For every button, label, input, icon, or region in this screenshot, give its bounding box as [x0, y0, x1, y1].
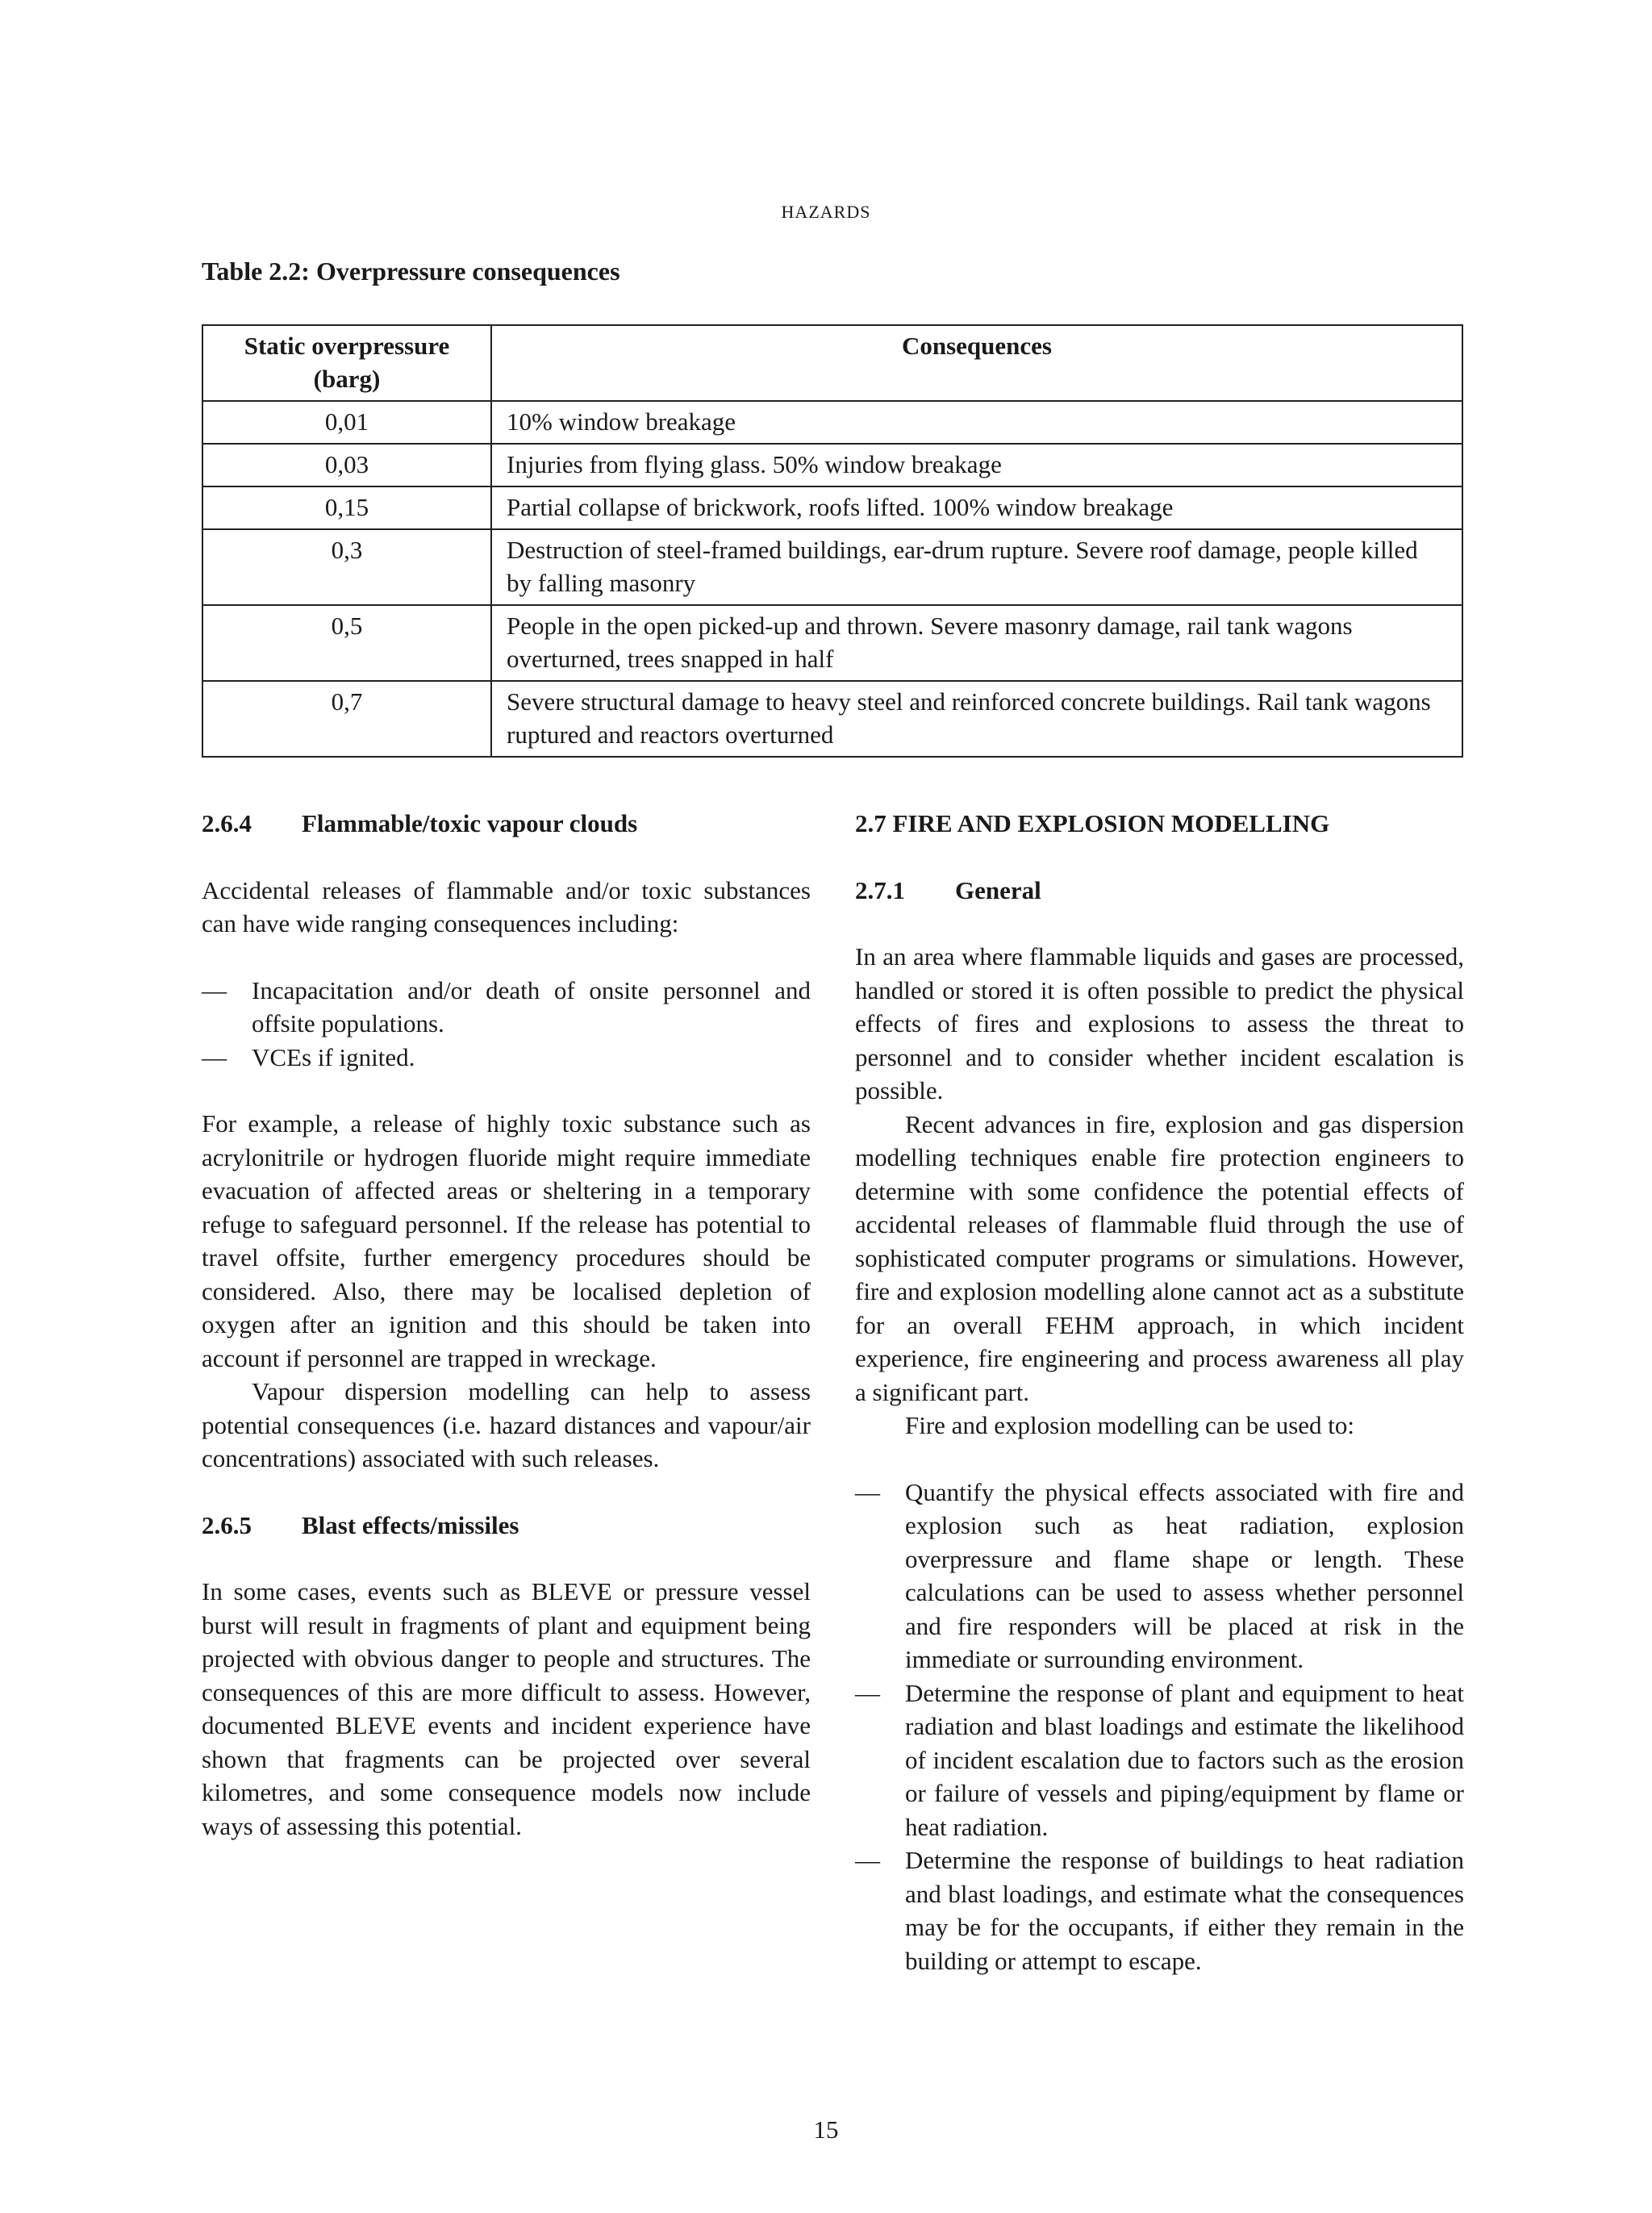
table-row [202, 605, 1462, 681]
bullet-list [202, 974, 811, 1075]
left-column [202, 807, 811, 1843]
dash-marker: — [855, 1846, 880, 1874]
paragraph: In some cases, events such as BLEVE or pressure vessel burst will result in fragments of plant and equipment being projected with obvious danger to people and structures. The consequences of this are more difficult to assess. However, documented BLEVE events and incident experience have shown that fragments can be projected over several kilometres, and some consequence models now include ways of assessing this potential. [202, 1577, 811, 1840]
dash-marker: — [855, 1678, 880, 1707]
dash-marker: — [855, 1477, 880, 1506]
section-title: Flammable/toxic vapour clouds [302, 809, 638, 837]
consequence-text: 10% window breakage [491, 401, 1462, 444]
table-row [202, 681, 1462, 757]
section-heading-2-7: 2.7 FIRE AND EXPLOSION MODELLING [855, 809, 1330, 837]
overpressure-value: 0,5 [202, 605, 491, 681]
table-row [202, 401, 1462, 444]
table-row [202, 444, 1462, 486]
table-header-row [202, 325, 1462, 401]
paragraph: Recent advances in fire, explosion and gas dispersion modelling techniques enable fire protection engineers to determine with some confidence the potential effects of accidental releases of flammable fluid through the use of sophisticated computer programs or simulations. However, fire and explosion modelling alone cannot act as a substitute for an overall FEHM approach, in which incident experience, fire engineering and process awareness all play a significant part. [855, 1109, 1464, 1406]
dash-marker: — [202, 1042, 227, 1071]
bullet-list [855, 1476, 1464, 1978]
consequence-text: Severe structural damage to heavy steel and reinforced concrete buildings. Rail tank wagons ruptured and reactors overturned [491, 681, 1462, 757]
section-number: 2.7.1 [855, 875, 905, 904]
dash-marker: — [202, 975, 227, 1004]
list-item: — VCEs if ignited. [202, 1041, 811, 1075]
consequence-text: Injuries from flying glass. 50% window breakage [491, 444, 1462, 486]
paragraph: Vapour dispersion modelling can help to assess potential consequences (i.e. hazard distances and vapour/air concentrations) associated with such releases. [202, 1377, 811, 1472]
list-item: — Determine the response of buildings to heat radiation and blast loadings, and estimate what the consequences may be for the occupants, if either they remain in the building or attempt to escape. [855, 1843, 1464, 1977]
section-heading-2-7-1 [855, 874, 1464, 908]
page-number: 15 [813, 2115, 839, 2144]
section-title: Blast effects/missiles [302, 1510, 519, 1539]
consequence-text: Destruction of steel-framed buildings, ear-drum rupture. Severe roof damage, people killed by falling masonry [491, 529, 1462, 605]
overpressure-value: 0,15 [202, 486, 491, 529]
section-number: 2.6.5 [202, 1510, 252, 1539]
consequence-text: People in the open picked-up and thrown. Severe masonry damage, rail tank wagons overturned, trees snapped in half [491, 605, 1462, 681]
list-item: — Determine the response of plant and equipment to heat radiation and blast loadings and estimate the likelihood of incident escalation due to factors such as the erosion or failure of vessels and piping/equipment by flame or heat radiation. [855, 1676, 1464, 1844]
column-header-overpressure: Static overpressure (barg) [202, 325, 491, 401]
paragraph: In an area where flammable liquids and gases are processed, handled or stored it is often possible to predict the physical effects of fires and explosions to assess the threat to personnel and to consider whether incident escalation is possible. [855, 942, 1464, 1104]
paragraph: Fire and explosion modelling can be used to: [905, 1411, 1355, 1439]
section-title: General [955, 875, 1041, 904]
column-header-consequences: Consequences [491, 325, 1462, 401]
overpressure-value: 0,7 [202, 681, 491, 757]
section-heading-2-6-4 [202, 807, 811, 841]
overpressure-value: 0,01 [202, 401, 491, 444]
overpressure-value: 0,03 [202, 444, 491, 486]
right-column [855, 807, 1464, 2010]
overpressure-table [202, 324, 1463, 758]
list-item: — Quantify the physical effects associated with fire and explosion such as heat radiation, explosion overpressure and flame shape or length. These calculations can be used to assess whether personnel and fire responders will be placed at risk in the immediate or surrounding environment. [855, 1476, 1464, 1676]
running-header: HAZARDS [781, 202, 871, 222]
table-row [202, 529, 1462, 605]
table-caption: Table 2.2: Overpressure consequences [202, 257, 620, 286]
overpressure-value: 0,3 [202, 529, 491, 605]
consequence-text: Partial collapse of brickwork, roofs lifted. 100% window breakage [491, 486, 1462, 529]
paragraph: Accidental releases of flammable and/or toxic substances can have wide ranging consequences including: [202, 875, 811, 937]
section-heading-2-6-5 [202, 1509, 811, 1543]
list-item: — Incapacitation and/or death of onsite personnel and offsite populations. [202, 974, 811, 1041]
section-number: 2.6.4 [202, 809, 252, 837]
paragraph: For example, a release of highly toxic substance such as acrylonitrile or hydrogen fluoride might require immediate evacuation of affected areas or sheltering in a temporary refuge to safeguard personnel. If the release has potential to travel offsite, further emergency procedures should be considered. Also, there may be localised depletion of oxygen after an ignition and this should be taken into account if personnel are trapped in wreckage. [202, 1109, 811, 1372]
table-row [202, 486, 1462, 529]
